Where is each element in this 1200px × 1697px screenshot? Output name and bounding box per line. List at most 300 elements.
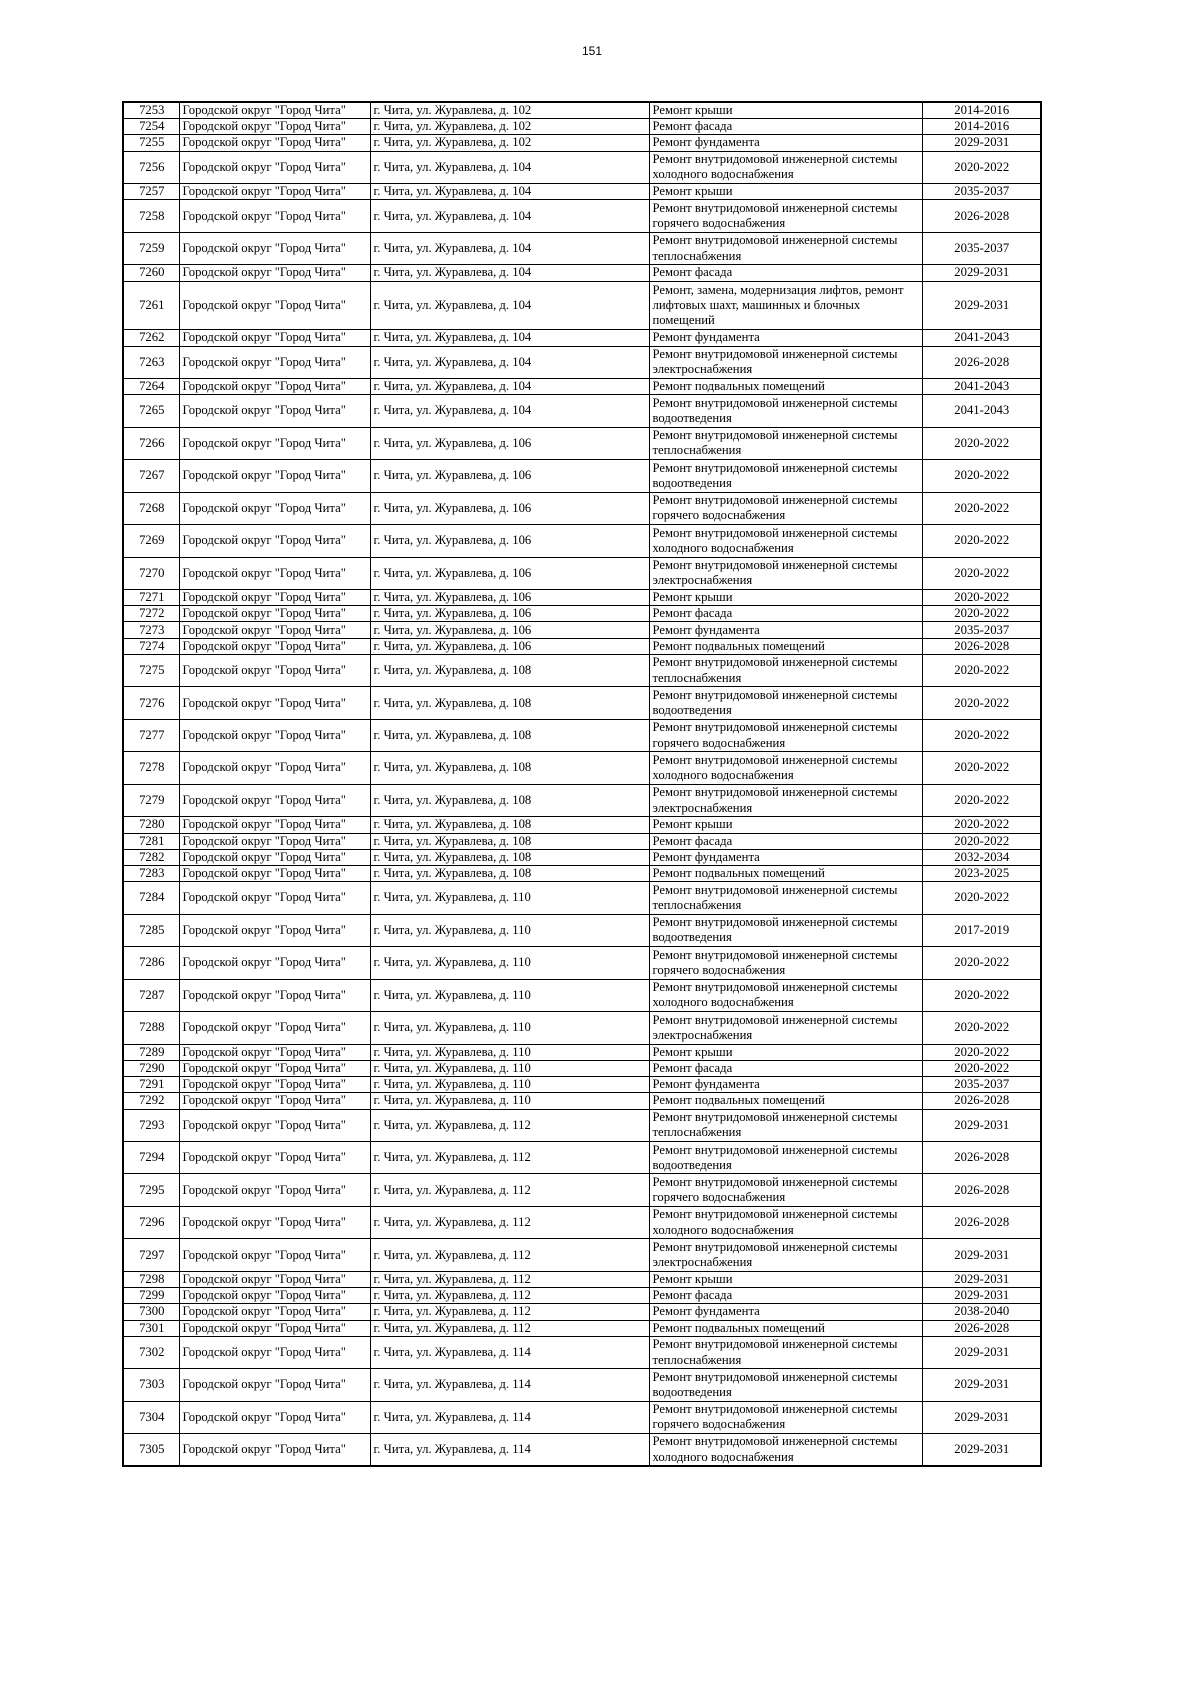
table-row — [123, 638, 1041, 654]
work-type-cell: Ремонт фундамента — [649, 849, 922, 865]
row-number-cell: 7257 — [123, 184, 179, 200]
row-number-cell: 7255 — [123, 135, 179, 151]
work-type-cell: Ремонт внутридомовой инженерной системы водоотведения — [649, 914, 922, 946]
municipality-cell: Городской округ "Город Чита" — [179, 654, 370, 686]
period-cell: 2014-2016 — [922, 102, 1041, 119]
work-type-cell: Ремонт фасада — [649, 1060, 922, 1076]
municipality-cell: Городской округ "Город Чита" — [179, 460, 370, 492]
table-row — [123, 557, 1041, 589]
period-cell: 2026-2028 — [922, 1174, 1041, 1206]
table-row — [123, 1304, 1041, 1320]
address-cell: г. Чита, ул. Журавлева, д. 106 — [370, 492, 649, 524]
address-cell: г. Чита, ул. Журавлева, д. 106 — [370, 460, 649, 492]
period-cell: 2026-2028 — [922, 1206, 1041, 1238]
municipality-cell: Городской округ "Город Чита" — [179, 1320, 370, 1336]
page-number: 151 — [581, 44, 603, 58]
row-number-cell: 7302 — [123, 1336, 179, 1368]
work-type-cell: Ремонт внутридомовой инженерной системы горячего водоснабжения — [649, 1401, 922, 1433]
period-cell: 2026-2028 — [922, 346, 1041, 378]
address-cell: г. Чита, ул. Журавлева, д. 102 — [370, 102, 649, 119]
address-cell: г. Чита, ул. Журавлева, д. 114 — [370, 1434, 649, 1466]
municipality-cell: Городской округ "Город Чита" — [179, 784, 370, 816]
address-cell: г. Чита, ул. Журавлева, д. 108 — [370, 866, 649, 882]
municipality-cell: Городской округ "Город Чита" — [179, 1077, 370, 1093]
table-row — [123, 719, 1041, 751]
table-row — [123, 1369, 1041, 1401]
period-cell: 2020-2022 — [922, 784, 1041, 816]
row-number-cell: 7271 — [123, 590, 179, 606]
row-number-cell: 7305 — [123, 1434, 179, 1466]
work-type-cell: Ремонт внутридомовой инженерной системы теплоснабжения — [649, 1336, 922, 1368]
work-type-cell: Ремонт внутридомовой инженерной системы холодного водоснабжения — [649, 752, 922, 784]
period-cell: 2035-2037 — [922, 232, 1041, 264]
period-cell: 2020-2022 — [922, 492, 1041, 524]
address-cell: г. Чита, ул. Журавлева, д. 104 — [370, 346, 649, 378]
address-cell: г. Чита, ул. Журавлева, д. 104 — [370, 184, 649, 200]
work-type-cell: Ремонт фасада — [649, 833, 922, 849]
row-number-cell: 7253 — [123, 102, 179, 119]
row-number-cell: 7276 — [123, 687, 179, 719]
address-cell: г. Чита, ул. Журавлева, д. 104 — [370, 200, 649, 232]
municipality-cell: Городской округ "Город Чита" — [179, 265, 370, 281]
work-type-cell: Ремонт внутридомовой инженерной системы водоотведения — [649, 1369, 922, 1401]
address-cell: г. Чита, ул. Журавлева, д. 112 — [370, 1109, 649, 1141]
municipality-cell: Городской округ "Город Чита" — [179, 102, 370, 119]
table-row — [123, 1109, 1041, 1141]
municipality-cell: Городской округ "Город Чита" — [179, 1239, 370, 1271]
work-type-cell: Ремонт фундамента — [649, 1304, 922, 1320]
row-number-cell: 7297 — [123, 1239, 179, 1271]
period-cell: 2026-2028 — [922, 1093, 1041, 1109]
row-number-cell: 7292 — [123, 1093, 179, 1109]
period-cell: 2029-2031 — [922, 265, 1041, 281]
table-row — [123, 606, 1041, 622]
row-number-cell: 7296 — [123, 1206, 179, 1238]
row-number-cell: 7284 — [123, 882, 179, 914]
table-row — [123, 232, 1041, 264]
table-row — [123, 752, 1041, 784]
table-row — [123, 427, 1041, 459]
period-cell: 2029-2031 — [922, 1434, 1041, 1466]
period-cell: 2029-2031 — [922, 281, 1041, 330]
table-row — [123, 1320, 1041, 1336]
work-type-cell: Ремонт внутридомовой инженерной системы холодного водоснабжения — [649, 1206, 922, 1238]
address-cell: г. Чита, ул. Журавлева, д. 110 — [370, 914, 649, 946]
address-cell: г. Чита, ул. Журавлева, д. 114 — [370, 1336, 649, 1368]
municipality-cell: Городской округ "Город Чита" — [179, 346, 370, 378]
table-row — [123, 1060, 1041, 1076]
work-type-cell: Ремонт внутридомовой инженерной системы горячего водоснабжения — [649, 200, 922, 232]
period-cell: 2020-2022 — [922, 817, 1041, 833]
table-row — [123, 378, 1041, 394]
municipality-cell: Городской округ "Город Чита" — [179, 232, 370, 264]
work-type-cell: Ремонт внутридомовой инженерной системы теплоснабжения — [649, 1109, 922, 1141]
work-type-cell: Ремонт внутридомовой инженерной системы горячего водоснабжения — [649, 947, 922, 979]
table-row — [123, 833, 1041, 849]
period-cell: 2029-2031 — [922, 1288, 1041, 1304]
municipality-cell: Городской округ "Город Чита" — [179, 1060, 370, 1076]
period-cell: 2020-2022 — [922, 1012, 1041, 1044]
address-cell: г. Чита, ул. Журавлева, д. 112 — [370, 1141, 649, 1173]
row-number-cell: 7277 — [123, 719, 179, 751]
table-row — [123, 866, 1041, 882]
period-cell: 2020-2022 — [922, 590, 1041, 606]
municipality-cell: Городской округ "Город Чита" — [179, 1012, 370, 1044]
row-number-cell: 7288 — [123, 1012, 179, 1044]
period-cell: 2029-2031 — [922, 1271, 1041, 1287]
period-cell: 2020-2022 — [922, 151, 1041, 183]
table-row — [123, 1271, 1041, 1287]
municipality-cell: Городской округ "Город Чита" — [179, 590, 370, 606]
row-number-cell: 7304 — [123, 1401, 179, 1433]
work-type-cell: Ремонт подвальных помещений — [649, 866, 922, 882]
row-number-cell: 7290 — [123, 1060, 179, 1076]
work-type-cell: Ремонт подвальных помещений — [649, 638, 922, 654]
table-row — [123, 119, 1041, 135]
address-cell: г. Чита, ул. Журавлева, д. 114 — [370, 1369, 649, 1401]
address-cell: г. Чита, ул. Журавлева, д. 104 — [370, 395, 649, 427]
work-type-cell: Ремонт внутридомовой инженерной системы холодного водоснабжения — [649, 979, 922, 1011]
municipality-cell: Городской округ "Город Чита" — [179, 492, 370, 524]
table-row — [123, 281, 1041, 330]
work-type-cell: Ремонт крыши — [649, 1271, 922, 1287]
municipality-cell: Городской округ "Город Чита" — [179, 119, 370, 135]
address-cell: г. Чита, ул. Журавлева, д. 110 — [370, 1077, 649, 1093]
table-row — [123, 1288, 1041, 1304]
row-number-cell: 7256 — [123, 151, 179, 183]
municipality-cell: Городской округ "Город Чита" — [179, 979, 370, 1011]
row-number-cell: 7287 — [123, 979, 179, 1011]
work-type-cell: Ремонт внутридомовой инженерной системы водоотведения — [649, 1141, 922, 1173]
work-type-cell: Ремонт внутридомовой инженерной системы холодного водоснабжения — [649, 1434, 922, 1466]
work-type-cell: Ремонт внутридомовой инженерной системы теплоснабжения — [649, 654, 922, 686]
work-type-cell: Ремонт крыши — [649, 817, 922, 833]
address-cell: г. Чита, ул. Журавлева, д. 106 — [370, 606, 649, 622]
address-cell: г. Чита, ул. Журавлева, д. 112 — [370, 1304, 649, 1320]
work-type-cell: Ремонт фасада — [649, 1288, 922, 1304]
table-row — [123, 395, 1041, 427]
table-row — [123, 492, 1041, 524]
table-row — [123, 882, 1041, 914]
work-type-cell: Ремонт фундамента — [649, 622, 922, 638]
table-row — [123, 687, 1041, 719]
table-row — [123, 914, 1041, 946]
work-type-cell: Ремонт фасада — [649, 606, 922, 622]
table-row — [123, 1401, 1041, 1433]
address-cell: г. Чита, ул. Журавлева, д. 106 — [370, 622, 649, 638]
row-number-cell: 7269 — [123, 525, 179, 557]
address-cell: г. Чита, ул. Журавлева, д. 104 — [370, 378, 649, 394]
address-cell: г. Чита, ул. Журавлева, д. 110 — [370, 1093, 649, 1109]
table-row — [123, 525, 1041, 557]
municipality-cell: Городской округ "Город Чита" — [179, 1174, 370, 1206]
period-cell: 2020-2022 — [922, 833, 1041, 849]
work-type-cell: Ремонт внутридомовой инженерной системы водоотведения — [649, 460, 922, 492]
row-number-cell: 7285 — [123, 914, 179, 946]
period-cell: 2035-2037 — [922, 622, 1041, 638]
municipality-cell: Городской округ "Город Чита" — [179, 395, 370, 427]
work-type-cell: Ремонт внутридомовой инженерной системы теплоснабжения — [649, 882, 922, 914]
period-cell: 2020-2022 — [922, 557, 1041, 589]
work-type-cell: Ремонт внутридомовой инженерной системы горячего водоснабжения — [649, 1174, 922, 1206]
work-type-cell: Ремонт внутридомовой инженерной системы горячего водоснабжения — [649, 492, 922, 524]
work-type-cell: Ремонт внутридомовой инженерной системы электроснабжения — [649, 784, 922, 816]
period-cell: 2020-2022 — [922, 719, 1041, 751]
period-cell: 2020-2022 — [922, 979, 1041, 1011]
period-cell: 2020-2022 — [922, 882, 1041, 914]
address-cell: г. Чита, ул. Журавлева, д. 112 — [370, 1174, 649, 1206]
period-cell: 2029-2031 — [922, 1109, 1041, 1141]
municipality-cell: Городской округ "Город Чита" — [179, 184, 370, 200]
work-type-cell: Ремонт фундамента — [649, 135, 922, 151]
period-cell: 2038-2040 — [922, 1304, 1041, 1320]
period-cell: 2041-2043 — [922, 395, 1041, 427]
municipality-cell: Городской округ "Город Чита" — [179, 151, 370, 183]
work-type-cell: Ремонт подвальных помещений — [649, 378, 922, 394]
table-row — [123, 1077, 1041, 1093]
address-cell: г. Чита, ул. Журавлева, д. 104 — [370, 281, 649, 330]
row-number-cell: 7264 — [123, 378, 179, 394]
municipality-cell: Городской округ "Город Чита" — [179, 1093, 370, 1109]
work-type-cell: Ремонт внутридомовой инженерной системы водоотведения — [649, 395, 922, 427]
address-cell: г. Чита, ул. Журавлева, д. 110 — [370, 882, 649, 914]
row-number-cell: 7298 — [123, 1271, 179, 1287]
table-row — [123, 784, 1041, 816]
address-cell: г. Чита, ул. Журавлева, д. 112 — [370, 1288, 649, 1304]
municipality-cell: Городской округ "Город Чита" — [179, 622, 370, 638]
address-cell: г. Чита, ул. Журавлева, д. 108 — [370, 752, 649, 784]
table-row — [123, 135, 1041, 151]
table-row — [123, 1012, 1041, 1044]
address-cell: г. Чита, ул. Журавлева, д. 110 — [370, 1012, 649, 1044]
period-cell: 2017-2019 — [922, 914, 1041, 946]
row-number-cell: 7281 — [123, 833, 179, 849]
row-number-cell: 7265 — [123, 395, 179, 427]
work-type-cell: Ремонт крыши — [649, 590, 922, 606]
row-number-cell: 7286 — [123, 947, 179, 979]
address-cell: г. Чита, ул. Журавлева, д. 110 — [370, 979, 649, 1011]
municipality-cell: Городской округ "Город Чита" — [179, 1044, 370, 1060]
address-cell: г. Чита, ул. Журавлева, д. 108 — [370, 817, 649, 833]
period-cell: 2020-2022 — [922, 752, 1041, 784]
municipality-cell: Городской округ "Город Чита" — [179, 687, 370, 719]
table-row — [123, 849, 1041, 865]
address-cell: г. Чита, ул. Журавлева, д. 108 — [370, 833, 649, 849]
municipality-cell: Городской округ "Город Чита" — [179, 866, 370, 882]
table-row — [123, 1206, 1041, 1238]
repair-schedule-table — [122, 101, 1042, 1467]
period-cell: 2029-2031 — [922, 1239, 1041, 1271]
municipality-cell: Городской округ "Город Чита" — [179, 882, 370, 914]
row-number-cell: 7272 — [123, 606, 179, 622]
municipality-cell: Городской округ "Город Чита" — [179, 135, 370, 151]
row-number-cell: 7278 — [123, 752, 179, 784]
table-row — [123, 1044, 1041, 1060]
row-number-cell: 7270 — [123, 557, 179, 589]
work-type-cell: Ремонт внутридомовой инженерной системы теплоснабжения — [649, 427, 922, 459]
address-cell: г. Чита, ул. Журавлева, д. 108 — [370, 719, 649, 751]
municipality-cell: Городской округ "Город Чита" — [179, 606, 370, 622]
row-number-cell: 7293 — [123, 1109, 179, 1141]
municipality-cell: Городской округ "Город Чита" — [179, 1271, 370, 1287]
period-cell: 2020-2022 — [922, 460, 1041, 492]
table-row — [123, 184, 1041, 200]
work-type-cell: Ремонт фасада — [649, 119, 922, 135]
work-type-cell: Ремонт внутридомовой инженерной системы водоотведения — [649, 687, 922, 719]
work-type-cell: Ремонт внутридомовой инженерной системы электроснабжения — [649, 346, 922, 378]
table-body — [123, 102, 1041, 1466]
row-number-cell: 7266 — [123, 427, 179, 459]
table-row — [123, 1336, 1041, 1368]
address-cell: г. Чита, ул. Журавлева, д. 106 — [370, 590, 649, 606]
table-row — [123, 102, 1041, 119]
address-cell: г. Чита, ул. Журавлева, д. 110 — [370, 1044, 649, 1060]
municipality-cell: Городской округ "Город Чита" — [179, 330, 370, 346]
municipality-cell: Городской округ "Город Чита" — [179, 557, 370, 589]
table-row — [123, 590, 1041, 606]
row-number-cell: 7283 — [123, 866, 179, 882]
work-type-cell: Ремонт фасада — [649, 265, 922, 281]
work-type-cell: Ремонт фундамента — [649, 1077, 922, 1093]
work-type-cell: Ремонт крыши — [649, 184, 922, 200]
period-cell: 2020-2022 — [922, 654, 1041, 686]
row-number-cell: 7300 — [123, 1304, 179, 1320]
address-cell: г. Чита, ул. Журавлева, д. 112 — [370, 1271, 649, 1287]
row-number-cell: 7279 — [123, 784, 179, 816]
table-row — [123, 265, 1041, 281]
municipality-cell: Городской округ "Город Чита" — [179, 281, 370, 330]
municipality-cell: Городской округ "Город Чита" — [179, 1141, 370, 1173]
row-number-cell: 7303 — [123, 1369, 179, 1401]
period-cell: 2035-2037 — [922, 184, 1041, 200]
work-type-cell: Ремонт подвальных помещений — [649, 1320, 922, 1336]
work-type-cell: Ремонт, замена, модернизация лифтов, ремонт лифтовых шахт, машинных и блочных помещений — [649, 281, 922, 330]
address-cell: г. Чита, ул. Журавлева, д. 106 — [370, 557, 649, 589]
table-row — [123, 1141, 1041, 1173]
municipality-cell: Городской округ "Город Чита" — [179, 833, 370, 849]
table-row — [123, 1434, 1041, 1466]
address-cell: г. Чита, ул. Журавлева, д. 104 — [370, 265, 649, 281]
period-cell: 2026-2028 — [922, 1141, 1041, 1173]
work-type-cell: Ремонт внутридомовой инженерной системы горячего водоснабжения — [649, 719, 922, 751]
table-row — [123, 200, 1041, 232]
period-cell: 2041-2043 — [922, 378, 1041, 394]
municipality-cell: Городской округ "Город Чита" — [179, 752, 370, 784]
period-cell: 2029-2031 — [922, 1401, 1041, 1433]
municipality-cell: Городской округ "Город Чита" — [179, 378, 370, 394]
row-number-cell: 7289 — [123, 1044, 179, 1060]
municipality-cell: Городской округ "Город Чита" — [179, 1109, 370, 1141]
municipality-cell: Городской округ "Город Чита" — [179, 427, 370, 459]
work-type-cell: Ремонт внутридомовой инженерной системы электроснабжения — [649, 557, 922, 589]
table-row — [123, 1093, 1041, 1109]
period-cell: 2014-2016 — [922, 119, 1041, 135]
address-cell: г. Чита, ул. Журавлева, д. 112 — [370, 1320, 649, 1336]
row-number-cell: 7258 — [123, 200, 179, 232]
row-number-cell: 7273 — [123, 622, 179, 638]
work-type-cell: Ремонт внутридомовой инженерной системы электроснабжения — [649, 1239, 922, 1271]
row-number-cell: 7254 — [123, 119, 179, 135]
period-cell: 2035-2037 — [922, 1077, 1041, 1093]
address-cell: г. Чита, ул. Журавлева, д. 112 — [370, 1239, 649, 1271]
work-type-cell: Ремонт подвальных помещений — [649, 1093, 922, 1109]
table-row — [123, 151, 1041, 183]
row-number-cell: 7267 — [123, 460, 179, 492]
period-cell: 2020-2022 — [922, 427, 1041, 459]
municipality-cell: Городской округ "Город Чита" — [179, 1369, 370, 1401]
municipality-cell: Городской округ "Город Чита" — [179, 1434, 370, 1466]
address-cell: г. Чита, ул. Журавлева, д. 108 — [370, 784, 649, 816]
row-number-cell: 7259 — [123, 232, 179, 264]
address-cell: г. Чита, ул. Журавлева, д. 108 — [370, 849, 649, 865]
row-number-cell: 7291 — [123, 1077, 179, 1093]
row-number-cell: 7282 — [123, 849, 179, 865]
table-row — [123, 947, 1041, 979]
row-number-cell: 7275 — [123, 654, 179, 686]
table-row — [123, 1239, 1041, 1271]
row-number-cell: 7260 — [123, 265, 179, 281]
address-cell: г. Чита, ул. Журавлева, д. 104 — [370, 151, 649, 183]
row-number-cell: 7274 — [123, 638, 179, 654]
period-cell: 2041-2043 — [922, 330, 1041, 346]
work-type-cell: Ремонт крыши — [649, 102, 922, 119]
address-cell: г. Чита, ул. Журавлева, д. 112 — [370, 1206, 649, 1238]
municipality-cell: Городской округ "Город Чита" — [179, 914, 370, 946]
address-cell: г. Чита, ул. Журавлева, д. 110 — [370, 947, 649, 979]
address-cell: г. Чита, ул. Журавлева, д. 108 — [370, 654, 649, 686]
work-type-cell: Ремонт фундамента — [649, 330, 922, 346]
work-type-cell: Ремонт внутридомовой инженерной системы холодного водоснабжения — [649, 525, 922, 557]
address-cell: г. Чита, ул. Журавлева, д. 102 — [370, 119, 649, 135]
address-cell: г. Чита, ул. Журавлева, д. 104 — [370, 330, 649, 346]
period-cell: 2020-2022 — [922, 606, 1041, 622]
period-cell: 2026-2028 — [922, 1320, 1041, 1336]
municipality-cell: Городской округ "Город Чита" — [179, 947, 370, 979]
row-number-cell: 7301 — [123, 1320, 179, 1336]
period-cell: 2029-2031 — [922, 1336, 1041, 1368]
period-cell: 2020-2022 — [922, 947, 1041, 979]
address-cell: г. Чита, ул. Журавлева, д. 106 — [370, 427, 649, 459]
municipality-cell: Городской округ "Город Чита" — [179, 1304, 370, 1320]
period-cell: 2032-2034 — [922, 849, 1041, 865]
row-number-cell: 7280 — [123, 817, 179, 833]
municipality-cell: Городской округ "Город Чита" — [179, 525, 370, 557]
period-cell: 2023-2025 — [922, 866, 1041, 882]
row-number-cell: 7261 — [123, 281, 179, 330]
period-cell: 2020-2022 — [922, 1060, 1041, 1076]
row-number-cell: 7294 — [123, 1141, 179, 1173]
municipality-cell: Городской округ "Город Чита" — [179, 817, 370, 833]
municipality-cell: Городской округ "Город Чита" — [179, 200, 370, 232]
table-row — [123, 1174, 1041, 1206]
work-type-cell: Ремонт внутридомовой инженерной системы теплоснабжения — [649, 232, 922, 264]
table-row — [123, 346, 1041, 378]
period-cell: 2029-2031 — [922, 1369, 1041, 1401]
municipality-cell: Городской округ "Город Чита" — [179, 1336, 370, 1368]
row-number-cell: 7263 — [123, 346, 179, 378]
period-cell: 2029-2031 — [922, 135, 1041, 151]
row-number-cell: 7295 — [123, 1174, 179, 1206]
period-cell: 2026-2028 — [922, 200, 1041, 232]
row-number-cell: 7268 — [123, 492, 179, 524]
work-type-cell: Ремонт внутридомовой инженерной системы электроснабжения — [649, 1012, 922, 1044]
municipality-cell: Городской округ "Город Чита" — [179, 1206, 370, 1238]
table-row — [123, 654, 1041, 686]
address-cell: г. Чита, ул. Журавлева, д. 106 — [370, 525, 649, 557]
row-number-cell: 7262 — [123, 330, 179, 346]
municipality-cell: Городской округ "Город Чита" — [179, 719, 370, 751]
address-cell: г. Чита, ул. Журавлева, д. 114 — [370, 1401, 649, 1433]
